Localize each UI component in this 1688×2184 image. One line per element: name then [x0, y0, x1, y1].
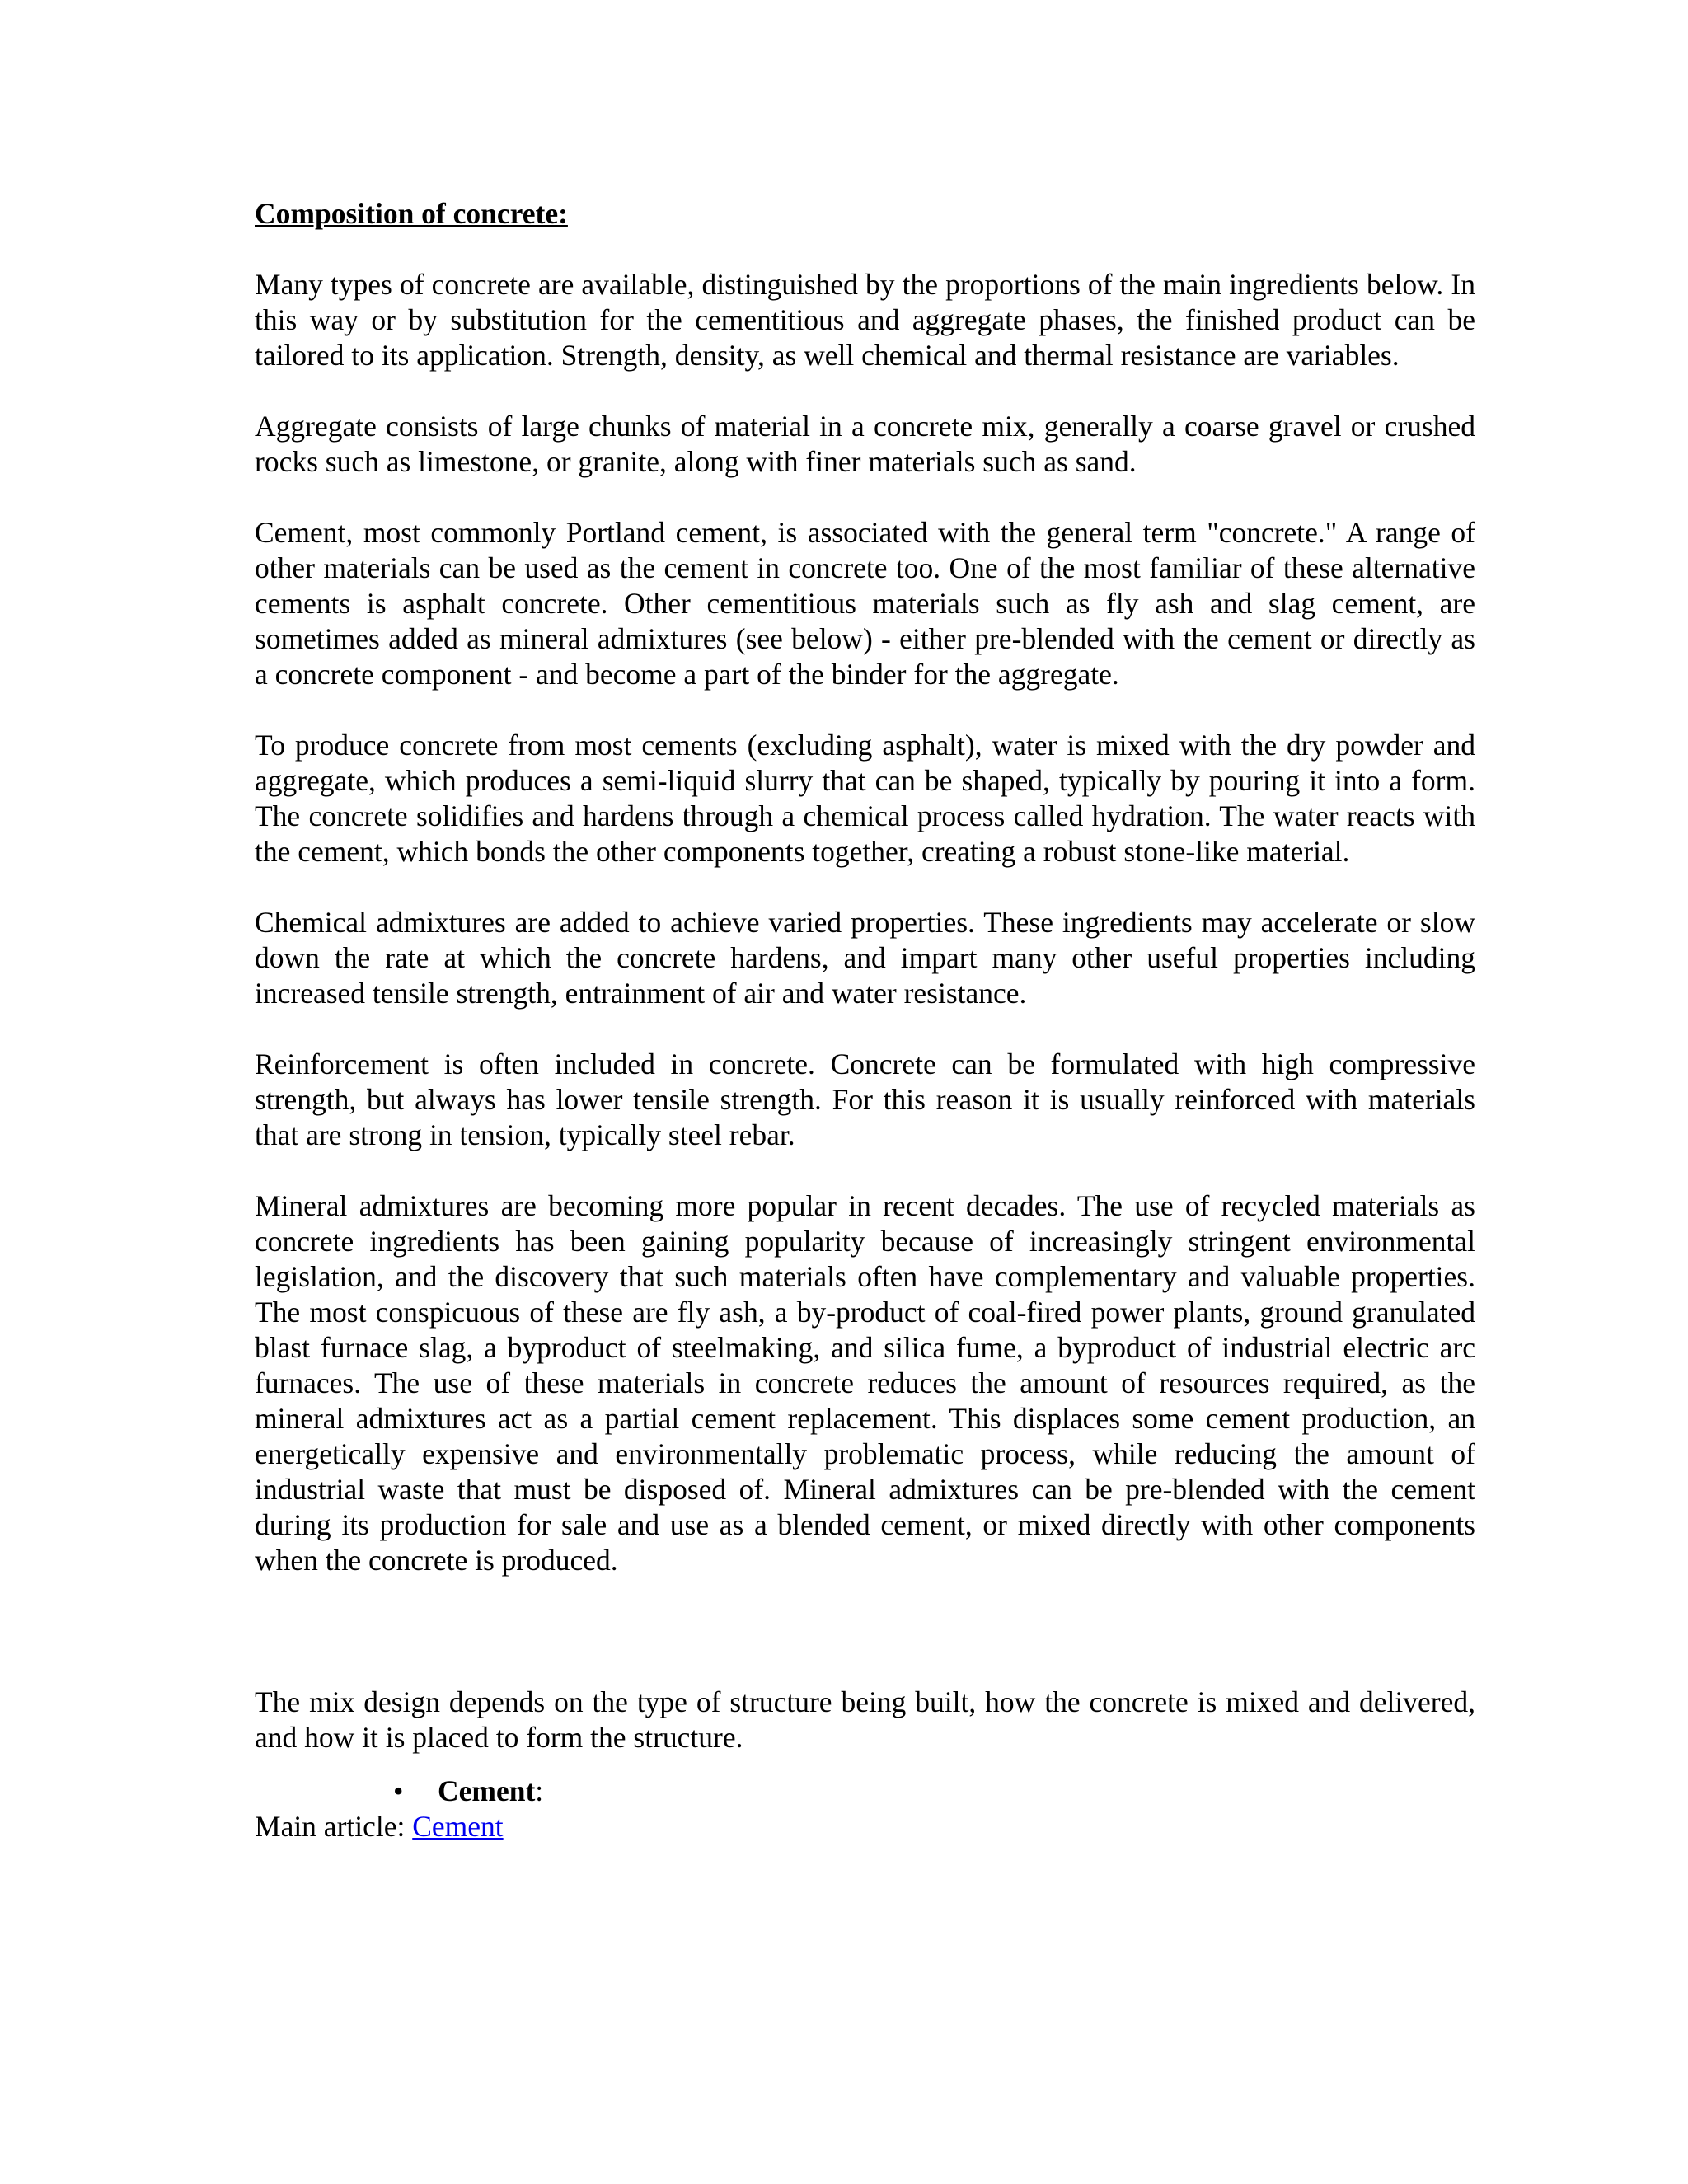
main-article-line	[255, 1809, 1475, 1844]
paragraph-mineral-admixtures: Mineral admixtures are becoming more popular in recent decades. The use of recycled materials as concrete ingredients has been gaining popularity because of increasingly stringent environmental legislation, and the discovery that such materials often have complementary and valuable properties. The most conspicuous of these are fly ash, a by-product of coal-fired power plants, ground granulated blast furnace slag, a byproduct of steelmaking, and silica fume, a byproduct of industrial electric arc furnaces. The use of these materials in concrete reduces the amount of resources required, as the mineral admixtures act as a partial cement replacement. This displaces some cement production, an energetically expensive and environmentally problematic process, while reducing the amount of industrial waste that must be disposed of. Mineral admixtures can be pre-blended with the cement during its production for sale and use as a blended cement, or mixed directly with other components when the concrete is produced.	[255, 1189, 1475, 1577]
section-heading: Composition of concrete:	[255, 197, 568, 230]
bullet-term: Cement	[438, 1774, 536, 1807]
bullet-icon: •	[393, 1774, 404, 1807]
main-article-label: Main article:	[255, 1810, 413, 1843]
paragraph-chemical-admixtures: Chemical admixtures are added to achieve varied properties. These ingredients may accelerate or slow down the rate at which the concrete hardens, and impart many other useful properties including increased tensile strength, entrainment of air and water resistance.	[255, 906, 1475, 1010]
paragraph-cement: Cement, most commonly Portland cement, is associated with the general term "concrete." A range of other materials can be used as the cement in concrete too. One of the most familiar of these alternative cements is asphalt concrete. Other cementitious materials such as fly ash and slag cement, are sometimes added as mineral admixtures (see below) - either pre-blended with the cement or directly as a concrete component - and become a part of the binder for the aggregate.	[255, 516, 1475, 691]
paragraph-aggregate: Aggregate consists of large chunks of material in a concrete mix, generally a coarse gravel or crushed rocks such as limestone, or granite, along with finer materials such as sand.	[255, 410, 1475, 478]
paragraph-water: To produce concrete from most cements (excluding asphalt), water is mixed with the dry powder and aggregate, which produces a semi-liquid slurry that can be shaped, typically by pouring it into a form. The concrete solidifies and hardens through a chemical process called hydration. The water reacts with the cement, which bonds the other components together, creating a robust stone-like material.	[255, 729, 1475, 868]
blank-space	[255, 1578, 1475, 1649]
bullet-item-cement	[255, 1774, 1475, 1809]
paragraph-mix-design: The mix design depends on the type of structure being built, how the concrete is mixed and delivered, and how it is placed to form the structure.	[255, 1685, 1475, 1754]
paragraph-reinforcement: Reinforcement is often included in concrete. Concrete can be formulated with high compressive strength, but always has lower tensile strength. For this reason it is usually reinforced with materials that are strong in tension, typically steel rebar.	[255, 1047, 1475, 1151]
bullet-suffix: :	[535, 1774, 544, 1807]
paragraph-types-of-concrete: Many types of concrete are available, distinguished by the proportions of the main ingredients below. In this way or by substitution for the cementitious and aggregate phases, the finished product can be tailored to its application. Strength, density, as well chemical and thermal resistance are variables.	[255, 268, 1475, 372]
cement-article-link[interactable]: Cement	[412, 1810, 504, 1843]
document-body	[255, 196, 1475, 1844]
